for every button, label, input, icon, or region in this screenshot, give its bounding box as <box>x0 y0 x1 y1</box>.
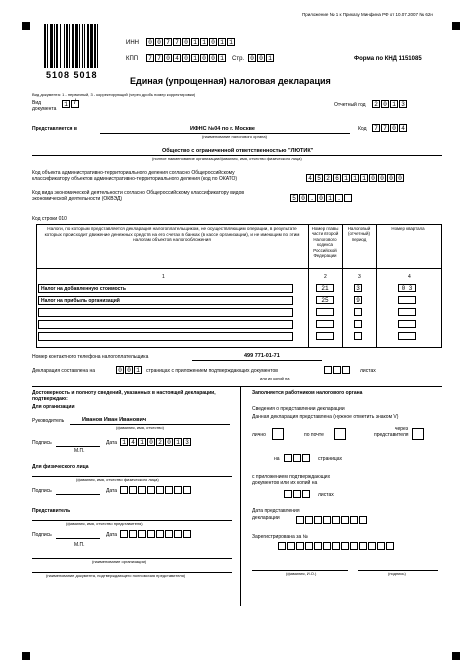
col-number-3: 3 <box>358 274 361 280</box>
col4-header: Номер квартала <box>391 226 425 231</box>
code-cell[interactable]: 4 <box>399 124 407 132</box>
annex-note: Приложение № 1 к Приказу Минфина РФ от 10.07.2007 № 62н <box>302 12 433 17</box>
doc-type-hint: Вид документа: 1 - первичный, 3 - корректирующий (через дробь номер корректировки) <box>32 92 196 97</box>
phone-label: Номер контактного телефона налогоплательщика <box>32 354 149 360</box>
fio-hint: (фамилия, имя, отчество) <box>116 425 164 430</box>
datecells-cell[interactable]: 1 <box>138 438 146 446</box>
code-cells[interactable] <box>372 124 408 132</box>
code-cell[interactable]: 7 <box>381 124 389 132</box>
corner-marker <box>22 652 30 660</box>
barcode-bar <box>60 24 61 68</box>
okved-cell[interactable]: 5 <box>290 194 298 202</box>
code-label: Код <box>358 126 367 132</box>
rep-way-box[interactable] <box>412 428 424 440</box>
kpp-cell[interactable]: 4 <box>173 54 181 62</box>
right-title: Заполняется работником налогового органа <box>252 390 363 396</box>
phone-value: 499 771-01-71 <box>244 353 280 359</box>
pagescells-cell[interactable]: 1 <box>134 366 142 374</box>
barcode <box>44 24 120 68</box>
pages-cells[interactable] <box>116 366 143 374</box>
datecells-cell[interactable]: 2 <box>156 438 164 446</box>
period-cell[interactable]: 3 <box>399 100 407 108</box>
tax-row-2[interactable]: Налог на прибыль организаций <box>38 296 293 305</box>
sheetcells-cell[interactable] <box>342 366 350 374</box>
right-sheets-cells[interactable] <box>284 490 311 498</box>
kpp-label: КПП <box>126 56 139 62</box>
datecells2-cell[interactable] <box>156 486 164 494</box>
pages-label: Декларация составлена на <box>32 368 95 374</box>
datecells2-cell[interactable] <box>183 486 191 494</box>
kpp-cell[interactable]: 7 <box>146 54 154 62</box>
sheetcells-cell[interactable] <box>333 366 341 374</box>
barcode-bar <box>79 24 80 68</box>
rreg-cell[interactable] <box>296 542 304 550</box>
rpages-cell[interactable] <box>284 454 292 462</box>
rsheets-cell[interactable] <box>284 490 292 498</box>
rreg-cell[interactable] <box>323 542 331 550</box>
barcode-bar <box>97 24 98 68</box>
rep-date-cells[interactable] <box>120 530 192 538</box>
barcode-bar <box>47 24 48 68</box>
okato-cell[interactable]: 6 <box>333 174 341 182</box>
rdate-cell[interactable] <box>305 516 313 524</box>
kpp-cell[interactable]: 7 <box>155 54 163 62</box>
kpp-cell[interactable]: 0 <box>200 54 208 62</box>
period-1[interactable]: 3 <box>354 284 363 292</box>
col-number-1: 1 <box>162 274 165 280</box>
form-title: Единая (упрощенная) налоговая декларация <box>130 76 331 86</box>
datecells3-cell[interactable] <box>129 530 137 538</box>
inn-cell[interactable]: 1 <box>191 38 199 46</box>
datecells2-cell[interactable] <box>165 486 173 494</box>
personally-label: лично <box>252 432 266 438</box>
kpp-cell[interactable]: 0 <box>164 54 172 62</box>
tax-row-1[interactable]: Налог на добавленную стоимость <box>38 284 293 293</box>
head-label: Руководитель <box>32 418 65 424</box>
inn-cell[interactable]: 0 <box>209 38 217 46</box>
period-3[interactable] <box>354 308 363 316</box>
rsheets-cell[interactable] <box>293 490 301 498</box>
inn-cell[interactable]: 0 <box>146 38 154 46</box>
period-label: Отчетный год <box>334 102 366 108</box>
barcode-bar <box>84 24 85 68</box>
barcode-bar <box>54 24 55 68</box>
corner-marker <box>452 22 460 30</box>
person-date-label: Дата <box>106 488 118 494</box>
person-hint: (фамилия, имя, отчество физического лица) <box>76 477 159 482</box>
rpages-cell[interactable] <box>302 454 310 462</box>
corner-marker <box>452 652 460 660</box>
rep-label: Представитель <box>32 508 71 514</box>
rreg-cell[interactable] <box>305 542 313 550</box>
doc-type-cells[interactable] <box>62 100 80 108</box>
datecells-cell[interactable]: 4 <box>129 438 137 446</box>
pagec-cell[interactable]: 0 <box>248 54 256 62</box>
okato-cell[interactable]: 1 <box>342 174 350 182</box>
datecells-cell[interactable]: 0 <box>165 438 173 446</box>
col-number-2: 2 <box>324 274 327 280</box>
okato-cell[interactable]: 4 <box>306 174 314 182</box>
quarter-1[interactable]: 0 3 <box>398 284 417 292</box>
org-hint: (полное наименование организации/фамилия, имя, отчество физического лица) <box>152 156 302 161</box>
okved-cell[interactable] <box>344 194 352 202</box>
okato-cell[interactable]: 0 <box>396 174 404 182</box>
knd-label: Форма по КНД 1151085 <box>354 56 422 62</box>
rreg-cell[interactable] <box>332 542 340 550</box>
doc-hint: (наименование документа, подтверждающего полномочия представителя) <box>46 573 186 578</box>
inn-label: ИНН <box>126 40 139 46</box>
rreg-cell[interactable] <box>341 542 349 550</box>
rreg-cell[interactable] <box>278 542 286 550</box>
okato-cell[interactable]: 2 <box>324 174 332 182</box>
right-sign-hint: (подпись) <box>388 571 406 576</box>
tax-row-5[interactable] <box>38 332 293 341</box>
code-cell[interactable]: 7 <box>372 124 380 132</box>
rdate-cell[interactable] <box>359 516 367 524</box>
col1-header: Налоги, по которым представляется декларация налогоплательщиком, не осуществляющим операции, в результате которых происходит движение денежных средств на его счетах в банках (в кассе организации), и не имеющим по этим налогам объектов налогообложения <box>44 226 300 243</box>
code-cell[interactable]: 0 <box>390 124 398 132</box>
datecells2-cell[interactable] <box>129 486 137 494</box>
date-presented-cells[interactable] <box>296 516 368 524</box>
rreg-cell[interactable] <box>350 542 358 550</box>
with-docs-label: с приложением подтверждающих документов или их копий на <box>252 474 331 486</box>
chapter-5[interactable] <box>316 332 335 340</box>
kpp-cell[interactable]: 0 <box>209 54 217 62</box>
rdate-cell[interactable] <box>350 516 358 524</box>
rdate-cell[interactable] <box>314 516 322 524</box>
corner-marker <box>22 22 30 30</box>
datecells-cell[interactable]: 1 <box>120 438 128 446</box>
doc-type-label: Вид документа <box>32 100 57 112</box>
registered-cells[interactable] <box>278 542 395 550</box>
barcode-bar <box>72 24 74 68</box>
barcode-bar <box>50 24 53 68</box>
period-4[interactable] <box>354 320 363 328</box>
col3-header: Налоговый (отчетный) период <box>347 226 371 242</box>
barcode-bar <box>66 24 68 68</box>
datecells-cell[interactable]: 1 <box>174 438 182 446</box>
registered-label: Зарегистрирована за № <box>252 534 309 540</box>
quarter-3[interactable] <box>398 308 417 316</box>
okved-cell[interactable]: 0 <box>317 194 325 202</box>
rdate-cell[interactable] <box>341 516 349 524</box>
tax-row-3[interactable] <box>38 308 293 317</box>
inn-cell[interactable]: 1 <box>200 38 208 46</box>
okato-cell[interactable]: 1 <box>351 174 359 182</box>
inn-cells[interactable] <box>146 38 236 46</box>
mp-label: М.П. <box>74 448 85 454</box>
quarter-4[interactable] <box>398 320 417 328</box>
okved-cells[interactable] <box>290 194 353 202</box>
mail-label: по почте <box>304 432 324 438</box>
on-label: на <box>274 456 280 462</box>
okved-cell[interactable]: . <box>335 194 343 202</box>
period-5[interactable] <box>354 332 363 340</box>
submitted-label: Представляется в <box>32 126 77 132</box>
inn-cell[interactable]: 7 <box>164 38 172 46</box>
page-cells[interactable] <box>248 54 275 62</box>
barcode-bar <box>87 24 89 68</box>
person-sign-label: Подпись <box>32 488 52 494</box>
person-date-cells[interactable] <box>120 486 192 494</box>
right-pages-cells[interactable] <box>284 454 311 462</box>
rpages-cell[interactable] <box>293 454 301 462</box>
org-name: Общество с ограниченной ответственностью "ЛЮТИК" <box>162 148 314 154</box>
chapter-4[interactable] <box>316 320 335 328</box>
period-cell[interactable]: 1 <box>390 100 398 108</box>
info-label: Сведения о представлении декларации <box>252 406 345 412</box>
datecells3-cell[interactable] <box>147 530 155 538</box>
col-number-4: 4 <box>408 274 411 280</box>
rep-date-label: Дата <box>106 532 118 538</box>
tax-office-hint: (наименование налогового органа) <box>202 134 267 139</box>
datecells2-cell[interactable] <box>174 486 182 494</box>
barcode-bar <box>64 24 65 68</box>
datecells-cell[interactable]: 0 <box>147 438 155 446</box>
okato-cell[interactable]: 0 <box>369 174 377 182</box>
barcode-bar <box>69 24 70 68</box>
kpp-cell[interactable]: 0 <box>182 54 190 62</box>
left-title: Достоверность и полноту сведений, указанных в настоящей декларации, подтверждаю: <box>32 390 216 403</box>
mail-box[interactable] <box>334 428 346 440</box>
tax-row-4[interactable] <box>38 320 293 329</box>
for-person: Для физического лица <box>32 464 89 470</box>
inn-cell[interactable]: 1 <box>227 38 235 46</box>
barcode-bar <box>44 24 46 68</box>
period-cells[interactable] <box>372 100 408 108</box>
okato-label: Код объекта административно-территориального деления согласно Общероссийскому классификатору объектов административно-территориального деления (код по ОКАТО) <box>32 170 238 182</box>
datecells3-cell[interactable] <box>120 530 128 538</box>
period-cell[interactable]: 0 <box>381 100 389 108</box>
inn-cell[interactable]: 1 <box>218 38 226 46</box>
barcode-number: 5108 5018 <box>46 70 98 80</box>
pages-suffix: страницах с приложением подтверждающих документов <box>146 368 278 374</box>
period-2[interactable]: 9 <box>354 296 363 304</box>
rreg-cell[interactable] <box>287 542 295 550</box>
pagescells-cell[interactable]: 0 <box>116 366 124 374</box>
personally-box[interactable] <box>272 428 284 440</box>
barcode-bar <box>56 24 58 68</box>
datecells3-cell[interactable] <box>138 530 146 538</box>
okato-cell[interactable]: 5 <box>315 174 323 182</box>
barcode-bar <box>90 24 93 68</box>
okato-cell[interactable]: 0 <box>378 174 386 182</box>
sheets-cells[interactable] <box>324 366 351 374</box>
kpp-cell[interactable]: 1 <box>191 54 199 62</box>
rdate-cell[interactable] <box>323 516 331 524</box>
rdate-cell[interactable] <box>332 516 340 524</box>
date-presented-label: Дата представления декларации <box>252 508 300 521</box>
datecells3-cell[interactable] <box>165 530 173 538</box>
quarter-5[interactable] <box>398 332 417 340</box>
barcode-bar <box>82 24 83 68</box>
okved-cell[interactable]: . <box>308 194 316 202</box>
barcode-bar <box>75 24 78 68</box>
datecells2-cell[interactable] <box>138 486 146 494</box>
inn-cell[interactable]: 0 <box>155 38 163 46</box>
head-name: Иванов Иван Иванович <box>82 417 147 423</box>
sheets-label: листах <box>360 368 376 374</box>
datecells2-cell[interactable] <box>120 486 128 494</box>
okato-cells[interactable] <box>306 174 405 182</box>
datecells3-cell[interactable] <box>183 530 191 538</box>
rreg-cell[interactable] <box>368 542 376 550</box>
rdate-cell[interactable] <box>296 516 304 524</box>
datecells3-cell[interactable] <box>174 530 182 538</box>
copies-hint: или их копий на <box>260 376 290 381</box>
for-org: Для организации <box>32 404 75 410</box>
okved-cell[interactable]: 1 <box>326 194 334 202</box>
doc-type-slash: / <box>74 99 76 106</box>
pagec-cell[interactable]: 0 <box>257 54 265 62</box>
rreg-cell[interactable] <box>377 542 385 550</box>
kpp-cells[interactable] <box>146 54 227 62</box>
chapter-1[interactable]: 21 <box>316 284 335 292</box>
sign-label: Подпись <box>32 440 52 446</box>
okved-cell[interactable]: 0 <box>299 194 307 202</box>
page-label: Стр. <box>232 56 245 62</box>
date-label: Дата <box>106 440 118 446</box>
rreg-cell[interactable] <box>386 542 394 550</box>
rep-hint: (фамилия, имя, отчество представителя) <box>66 521 143 526</box>
rreg-cell[interactable] <box>314 542 322 550</box>
tax-office: ИФНС №04 по г. Москве <box>190 126 255 132</box>
quarter-2[interactable] <box>398 296 417 304</box>
declaration-page <box>22 12 460 660</box>
rep-sign-label: Подпись <box>32 532 52 538</box>
okato-cell[interactable]: 1 <box>360 174 368 182</box>
sheetcells-cell[interactable] <box>324 366 332 374</box>
chapter-3[interactable] <box>316 308 335 316</box>
line-code-label: Код строки 010 <box>32 216 67 222</box>
datecells-cell[interactable]: 3 <box>183 438 191 446</box>
right-pages-label: страницах <box>318 456 343 462</box>
right-fio-hint: (фамилия, И.О.) <box>286 571 317 576</box>
inn-cell[interactable]: 7 <box>173 38 181 46</box>
inn-cell[interactable]: 0 <box>182 38 190 46</box>
chapter-2[interactable]: 25 <box>316 296 335 304</box>
kpp-cell[interactable]: 1 <box>218 54 226 62</box>
datecells2-cell[interactable] <box>147 486 155 494</box>
presented-label: Данная декларация представлена (нужное отметить знаком V) <box>252 414 399 420</box>
rsheets-cell[interactable] <box>302 490 310 498</box>
pagescells-cell[interactable]: 0 <box>125 366 133 374</box>
okved-label: Код вида экономической деятельности согласно Общероссийскому классификатору видов экономической деятельности (ОКВЭД) <box>32 190 245 202</box>
date-cells[interactable] <box>120 438 192 446</box>
barcode-bar <box>94 24 96 68</box>
okato-cell[interactable]: 0 <box>387 174 395 182</box>
rep-way-label: через представителя <box>374 426 409 438</box>
pagec-cell[interactable]: 1 <box>266 54 274 62</box>
rep-org-hint: (наименование организации) <box>92 559 147 564</box>
doctype-cell[interactable]: 1 <box>62 100 70 108</box>
datecells3-cell[interactable] <box>156 530 164 538</box>
rep-mp-label: М.П. <box>74 542 85 548</box>
period-cell[interactable]: 2 <box>372 100 380 108</box>
col2-header: Номер главы части второй Налогового кодекса Российской Федерации <box>311 226 339 259</box>
rreg-cell[interactable] <box>359 542 367 550</box>
right-sheets-label: листах <box>318 492 334 498</box>
